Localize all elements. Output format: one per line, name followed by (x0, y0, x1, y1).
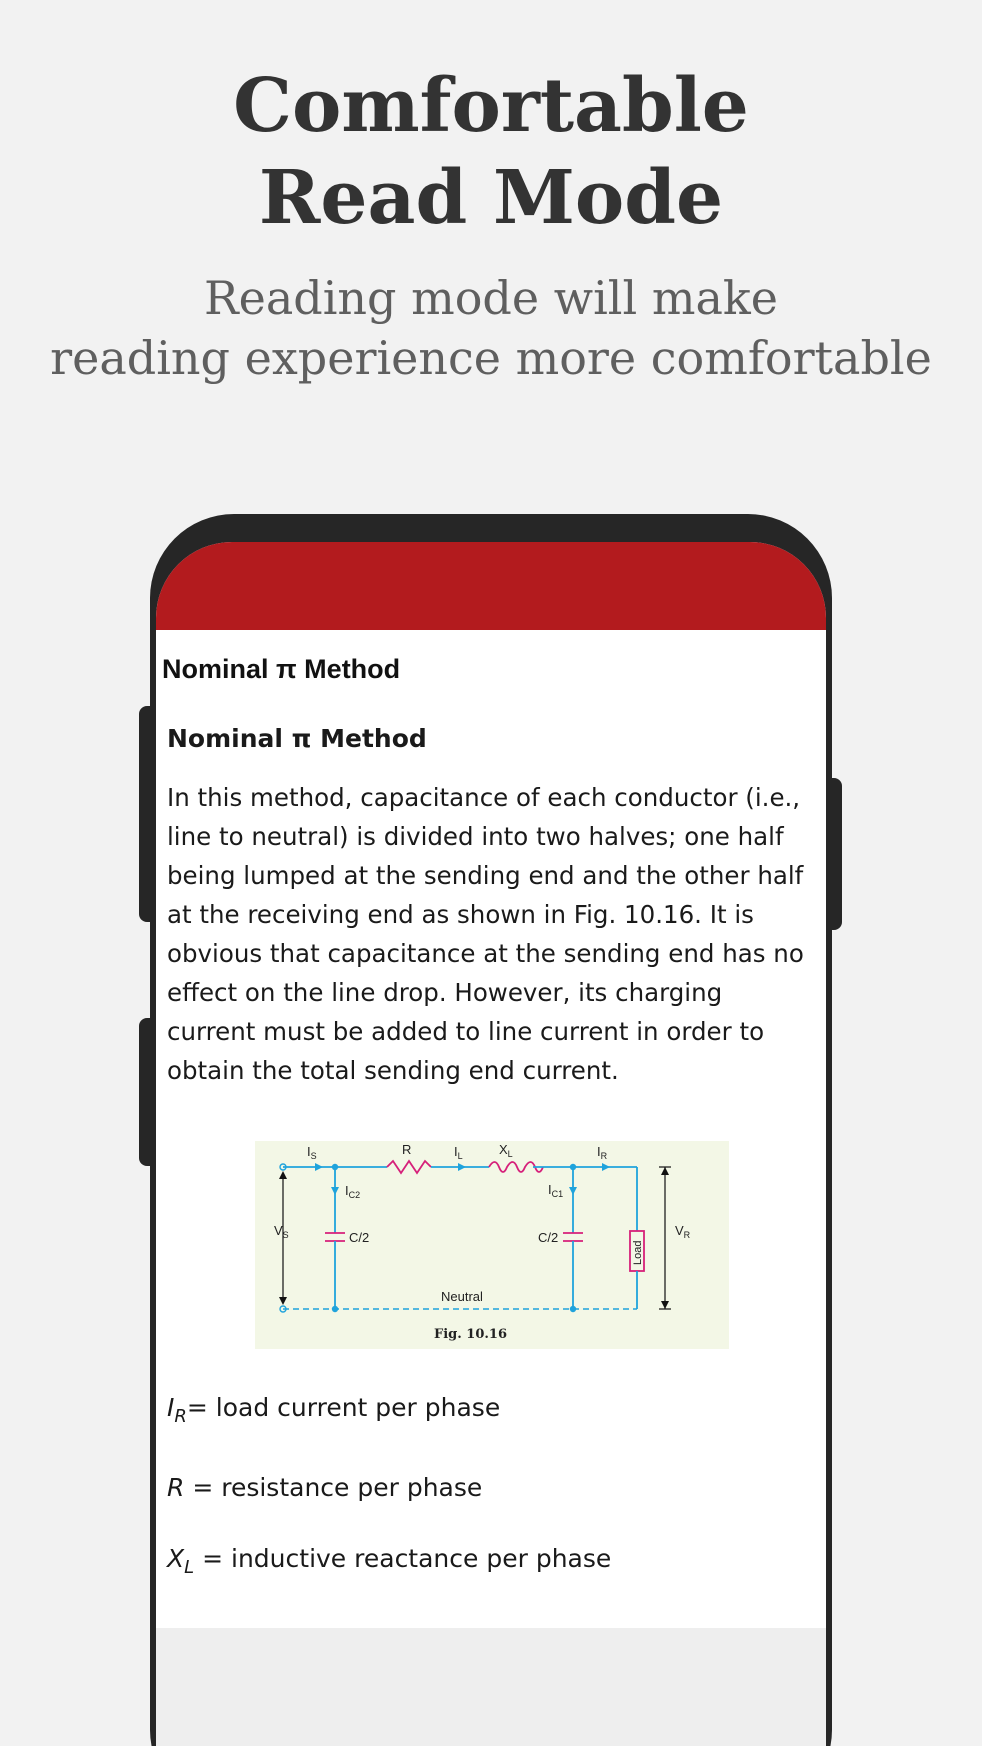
promo-title-line-1: Comfortable (233, 63, 749, 149)
label-load: Load (632, 1240, 644, 1265)
label-vr: $V_R$ (675, 1223, 691, 1240)
vr-arrow-head-bottom (661, 1301, 669, 1309)
definition-r-symbol: R (167, 1473, 185, 1502)
arrow-ir (602, 1163, 610, 1171)
arrow-is (315, 1163, 323, 1171)
arrow-il (458, 1163, 466, 1171)
label-neutral: Neutral (441, 1289, 483, 1304)
label-ir: $I_R$ (597, 1144, 608, 1161)
junction-left-top (332, 1164, 338, 1170)
definition-xl-symbol: X (167, 1544, 185, 1573)
label-vs: $V_S$ (274, 1223, 289, 1240)
vr-arrow-head-top (661, 1167, 669, 1175)
definition-xl-subscript: L (184, 1557, 195, 1578)
definition-ir-symbol: I (167, 1393, 175, 1422)
resistor-r (387, 1161, 431, 1173)
definition-xl (167, 1544, 611, 1578)
promo-title (0, 60, 982, 244)
label-ic2: $I_{C2}$ (345, 1183, 361, 1200)
article-content (167, 722, 815, 1090)
definition-r-text: = resistance per phase (184, 1473, 483, 1502)
phone-screen[interactable] (156, 542, 826, 1746)
page-title: Nominal π Method (162, 654, 401, 684)
vs-arrow-head-top (279, 1171, 287, 1179)
figure-caption: Fig. 10.16 (434, 1327, 508, 1342)
promo-title-line-2: Read Mode (258, 155, 724, 241)
circuit-figure[interactable] (255, 1141, 729, 1349)
definition-ir-text: = load current per phase (186, 1393, 501, 1422)
vs-arrow-head-bottom (279, 1297, 287, 1305)
label-ic1: $I_{C1}$ (548, 1182, 564, 1199)
arrow-ic2 (331, 1187, 339, 1195)
definition-ir (167, 1393, 500, 1427)
app-bar (156, 542, 826, 630)
junction-right-top (570, 1164, 576, 1170)
content-bottom-area (156, 1628, 826, 1746)
definition-r (167, 1473, 482, 1502)
label-il: $I_L$ (454, 1144, 463, 1161)
promo-subtitle-line-1: Reading mode will make (203, 271, 778, 325)
junction-left-bottom (332, 1306, 338, 1312)
label-cap-right: C/2 (538, 1230, 559, 1245)
promo-subtitle-line-2: reading experience more comfortable (50, 331, 932, 385)
circuit-diagram (255, 1141, 729, 1349)
label-xl: $X_L$ (499, 1142, 513, 1159)
label-r: R (402, 1142, 412, 1157)
article-heading: Nominal π Method (167, 724, 427, 753)
label-cap-left: C/2 (349, 1230, 370, 1245)
arrow-ic1 (569, 1187, 577, 1195)
definition-xl-text: = inductive reactance per phase (194, 1544, 612, 1573)
definition-ir-subscript: R (174, 1406, 187, 1427)
label-is: $I_S$ (307, 1144, 317, 1161)
promo-subtitle (0, 268, 982, 388)
article-paragraph: In this method, capacitance of each conductor (i.e., line to neutral) is divided into two halves; one half being lumped at the sending end and the other half at the receiving end as shown in Fig. 10.16. It is obvious that capacitance at the sending end has no effect on the line drop. However, its charging current must be added to line current in order to obtain the total sending end current. (167, 783, 804, 1085)
junction-right-bottom (570, 1306, 576, 1312)
